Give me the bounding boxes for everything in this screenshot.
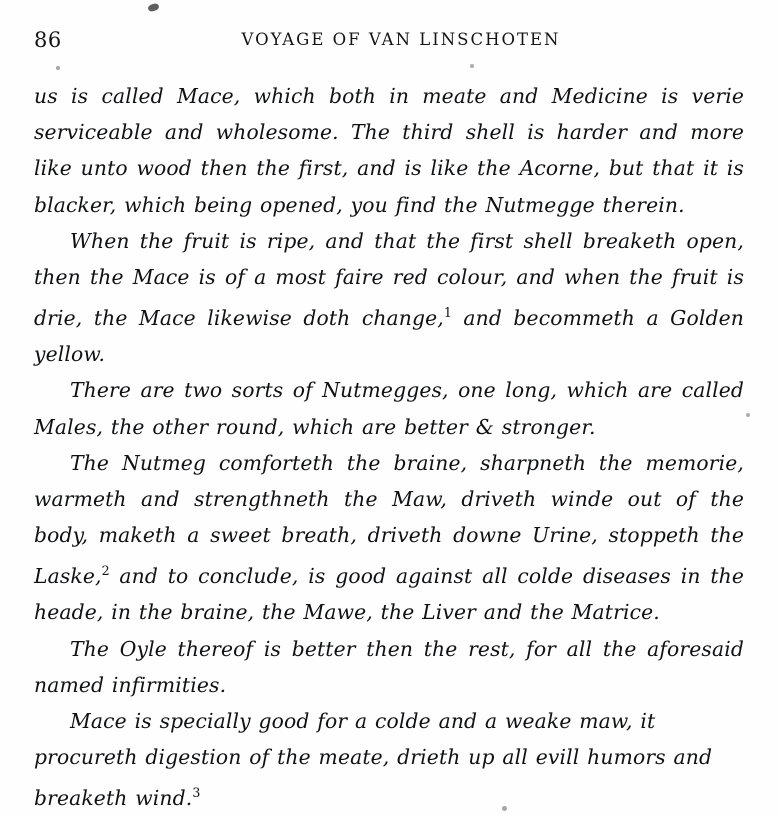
paragraph-text: us is called Mace, which both in meate and Medicine is verie serviceable and wholesome. The third shell is harder and more like unto wood then the first, and is like the Acorne, but that it is blacker, which being opened, you find the Nutmegge therein. <box>34 84 744 217</box>
footnote-marker: 1 <box>443 305 452 321</box>
paragraph <box>34 372 744 444</box>
paragraph-text: The Nutmeg comforteth the braine, sharpneth the memorie, warmeth and strengthneth the Maw, driveth winde out of the body, maketh a sweet breath, driveth downe Urine, stoppeth the Laske, <box>34 450 744 589</box>
paragraph-text-cont: and to conclude, is good against all colde diseases in the heade, in the braine, the Mawe, the Liver and the Matrice. <box>34 564 744 625</box>
scan-artifact-mark <box>56 66 60 70</box>
paragraph <box>34 703 744 816</box>
footnote-marker: 3 <box>192 785 201 801</box>
page-header <box>0 28 778 56</box>
page-body <box>34 78 744 816</box>
paragraph-text: There are two sorts of Nutmegges, one long, which are called Males, the other round, which are better & stronger. <box>34 378 744 439</box>
running-title: VOYAGE OF VAN LINSCHOTEN <box>241 30 561 49</box>
footnote-marker: 2 <box>101 563 110 579</box>
paragraph <box>34 445 744 631</box>
paragraph-text: Mace is specially good for a colde and a weake maw, it procureth digestion of the meate, drieth up all evill humors and breaketh wind. <box>34 708 713 811</box>
paragraph-text-cont: and becommeth a Golden yellow. <box>34 305 744 367</box>
page-number: 86 <box>34 28 62 52</box>
paragraph-text: The Oyle thereof is better then the rest, for all the aforesaid named infirmities. <box>34 636 744 697</box>
paragraph <box>34 223 744 373</box>
paragraph-text: When the fruit is ripe, and that the first shell breaketh open, then the Mace is of a most faire red colour, and when the fruit is drie, the Mace likewise doth change, <box>34 228 744 330</box>
paragraph <box>34 631 744 703</box>
scan-artifact-mark <box>746 413 750 417</box>
scan-artifact-mark <box>147 2 160 12</box>
scan-artifact-mark <box>470 64 474 68</box>
paragraph <box>34 78 744 223</box>
